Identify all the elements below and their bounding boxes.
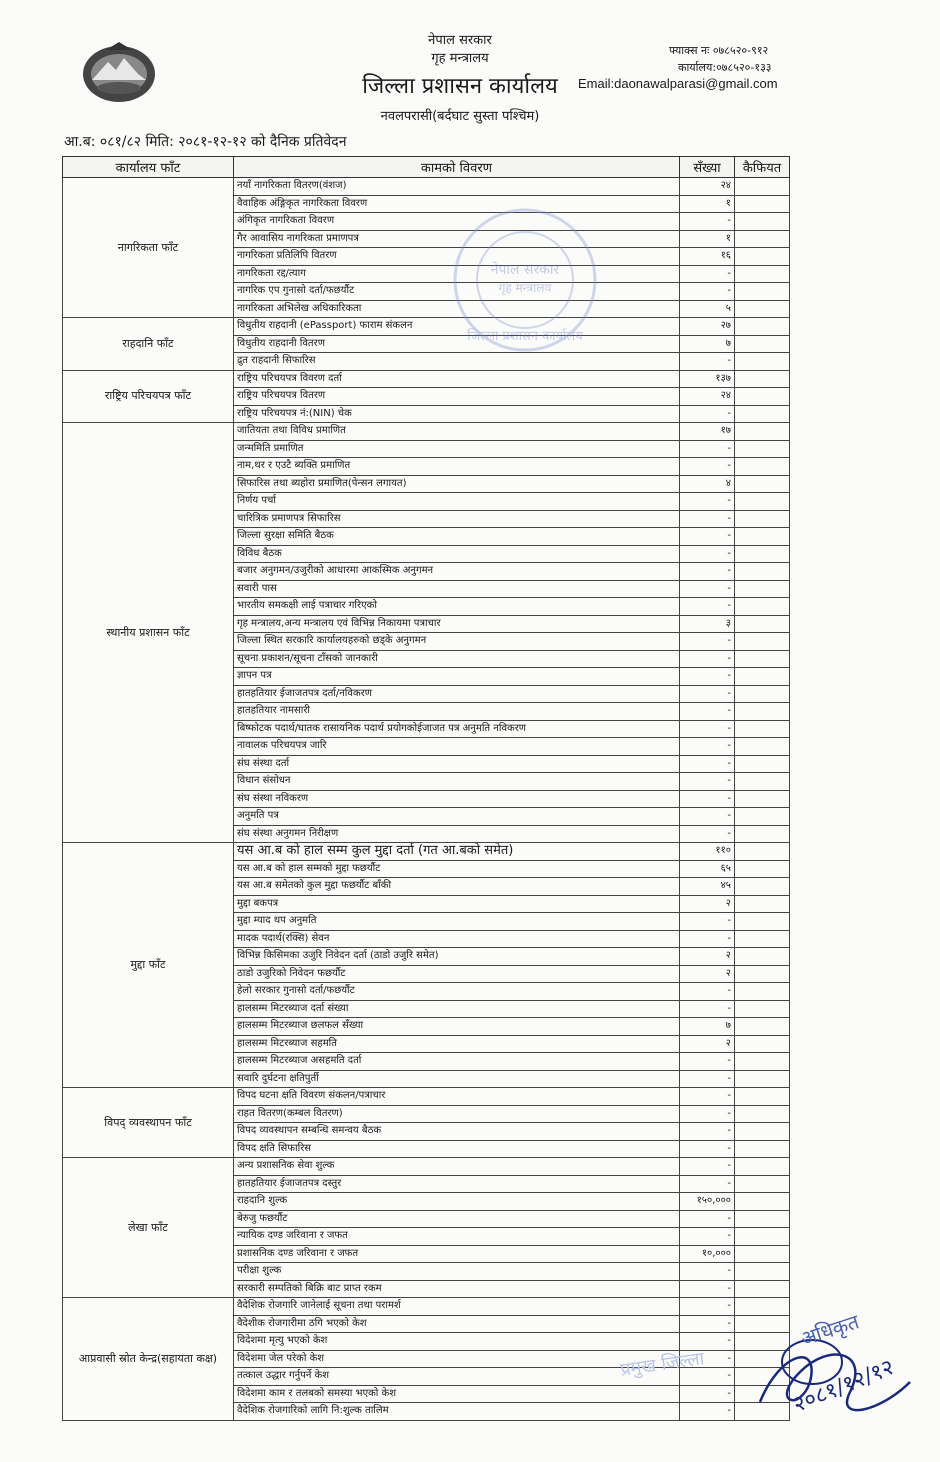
work-description: विभिन्न किसिमका उजुरि निवेदन दर्ता (ठाडो उजुरि समेत) bbox=[234, 948, 680, 966]
remarks-cell bbox=[735, 458, 790, 476]
count-value: - bbox=[680, 755, 735, 773]
remarks-cell bbox=[735, 1245, 790, 1263]
work-description: सवारी पास bbox=[234, 580, 680, 598]
stamp-line2: गृह मन्त्रालय bbox=[498, 281, 552, 295]
remarks-cell bbox=[735, 913, 790, 931]
count-value: - bbox=[680, 1088, 735, 1106]
work-description: यस आ.ब को हाल सम्मको मुद्दा फछर्यौट bbox=[234, 860, 680, 878]
count-value: - bbox=[680, 1070, 735, 1088]
work-description: विपद क्षति सिफारिस bbox=[234, 1140, 680, 1158]
remarks-cell bbox=[735, 545, 790, 563]
remarks-cell bbox=[735, 335, 790, 353]
section-name: नागरिकता फाँट bbox=[63, 178, 234, 318]
count-value: - bbox=[680, 668, 735, 686]
count-value: ७ bbox=[680, 1018, 735, 1036]
count-value: - bbox=[680, 265, 735, 283]
work-description: राहत वितरण(कम्बल वितरण) bbox=[234, 1105, 680, 1123]
count-value: - bbox=[680, 283, 735, 301]
work-description: राष्ट्रिय परिचयपत्र वितरण bbox=[234, 388, 680, 406]
work-description: विधान संसोधन bbox=[234, 773, 680, 791]
header-remarks: कैफियत bbox=[735, 157, 790, 178]
remarks-cell bbox=[735, 423, 790, 441]
signature-label: अधिकृत bbox=[797, 1309, 862, 1351]
count-value: - bbox=[680, 773, 735, 791]
count-value: - bbox=[680, 213, 735, 231]
table-row bbox=[63, 370, 790, 388]
work-description: हालसम्म मिटरब्याज छलफल सँख्या bbox=[234, 1018, 680, 1036]
remarks-cell bbox=[735, 1140, 790, 1158]
count-value: २४ bbox=[680, 178, 735, 196]
remarks-cell bbox=[735, 1228, 790, 1246]
work-description: जिल्ला सुरक्षा समिति बैठक bbox=[234, 528, 680, 546]
count-value: - bbox=[680, 1140, 735, 1158]
work-description: नयाँ नागरिकता वितरण(वंशज) bbox=[234, 178, 680, 196]
table-row bbox=[63, 1158, 790, 1176]
remarks-cell bbox=[735, 878, 790, 896]
count-value: - bbox=[680, 1403, 735, 1421]
count-value: - bbox=[680, 1350, 735, 1368]
count-value: - bbox=[680, 913, 735, 931]
section-name: लेखा फाँट bbox=[63, 1158, 234, 1298]
section-name: राहदानि फाँट bbox=[63, 318, 234, 371]
fax-number: फ्याक्स नः ०७८५२०-९१२ bbox=[669, 44, 769, 57]
count-value: - bbox=[680, 703, 735, 721]
remarks-cell bbox=[735, 650, 790, 668]
section-name: राष्ट्रिय परिचयपत्र फाँट bbox=[63, 370, 234, 423]
remarks-cell bbox=[735, 1193, 790, 1211]
count-value: - bbox=[680, 1385, 735, 1403]
count-value: - bbox=[680, 1315, 735, 1333]
count-value: ६५ bbox=[680, 860, 735, 878]
work-description: बेरुजु फछर्यौट bbox=[234, 1210, 680, 1228]
table-row bbox=[63, 423, 790, 441]
remarks-cell bbox=[735, 703, 790, 721]
count-value: २ bbox=[680, 948, 735, 966]
stamp-line3: जिल्ला प्रशासन कार्यालय bbox=[467, 329, 583, 344]
header-line2: गृह मन्त्रालय bbox=[431, 51, 489, 66]
work-description: नागरिकता अभिलेख अधिकारिकता bbox=[234, 300, 680, 318]
work-description: सरकारी सम्पतिको बिक्रि बाट प्राप्त रकम bbox=[234, 1280, 680, 1298]
section-name: विपद् व्यवस्थापन फाँट bbox=[63, 1088, 234, 1158]
section-name: मुद्दा फाँट bbox=[63, 843, 234, 1088]
remarks-cell bbox=[735, 388, 790, 406]
count-value: १ bbox=[680, 195, 735, 213]
work-description: वैवाहिक अंङ्गिकृत नागरिकता विवरण bbox=[234, 195, 680, 213]
table-row bbox=[63, 178, 790, 196]
work-description: अन्य प्रशासनिक सेवा शुल्क bbox=[234, 1158, 680, 1176]
count-value: - bbox=[680, 580, 735, 598]
work-description: न्यायिक दण्ड जरिवाना र जफत bbox=[234, 1228, 680, 1246]
work-description: हातहतियार ईजाजतपत्र दर्ता/नविकरण bbox=[234, 685, 680, 703]
header-work-description: कामको विवरण bbox=[234, 157, 680, 178]
count-value: - bbox=[680, 983, 735, 1001]
count-value: - bbox=[680, 1000, 735, 1018]
count-value: - bbox=[680, 598, 735, 616]
remarks-cell bbox=[735, 860, 790, 878]
remarks-cell bbox=[735, 720, 790, 738]
work-description: यस आ.ब को हाल सम्म कुल मुद्दा दर्ता (गत आ.बको समेत) bbox=[234, 843, 680, 861]
work-description: भारतीय समकक्षी लाई पत्राचार गरिएको bbox=[234, 598, 680, 616]
office-subtitle: नवलपरासी(बर्दघाट सुस्ता पश्चिम) bbox=[380, 109, 540, 124]
count-value: - bbox=[680, 650, 735, 668]
count-value: ४ bbox=[680, 475, 735, 493]
remarks-cell bbox=[735, 1105, 790, 1123]
remarks-cell bbox=[735, 1123, 790, 1141]
count-value: - bbox=[680, 1105, 735, 1123]
remarks-cell bbox=[735, 370, 790, 388]
work-description: जन्ममिति प्रमाणित bbox=[234, 440, 680, 458]
work-description: विविध बैठक bbox=[234, 545, 680, 563]
remarks-cell bbox=[735, 825, 790, 843]
table-row bbox=[63, 1088, 790, 1106]
count-value: - bbox=[680, 738, 735, 756]
remarks-cell bbox=[735, 353, 790, 371]
office-seal-stamp bbox=[440, 200, 610, 360]
count-value: १३७ bbox=[680, 370, 735, 388]
count-value: १६ bbox=[680, 248, 735, 266]
remarks-cell bbox=[735, 790, 790, 808]
office-title: जिल्ला प्रशासन कार्यालय bbox=[362, 74, 558, 99]
work-description: निर्णय पर्चा bbox=[234, 493, 680, 511]
table-row bbox=[63, 843, 790, 861]
remarks-cell bbox=[735, 405, 790, 423]
remarks-cell bbox=[735, 1088, 790, 1106]
count-value: - bbox=[680, 1280, 735, 1298]
remarks-cell bbox=[735, 475, 790, 493]
work-description: जातियता तथा विविध प्रमाणित bbox=[234, 423, 680, 441]
work-description: गैर आवासिय नागरिकता प्रमाणपत्र bbox=[234, 230, 680, 248]
work-description: सूचना प्रकाशन/सूचना टाँसको जानकारी bbox=[234, 650, 680, 668]
count-value: - bbox=[680, 440, 735, 458]
count-value: २ bbox=[680, 1035, 735, 1053]
remarks-cell bbox=[735, 1035, 790, 1053]
work-description: राष्ट्रिय परिचयपत्र विवरण दर्ता bbox=[234, 370, 680, 388]
remarks-cell bbox=[735, 668, 790, 686]
count-value: ५ bbox=[680, 300, 735, 318]
count-value: - bbox=[680, 545, 735, 563]
count-value: - bbox=[680, 1053, 735, 1071]
count-value: १०,००० bbox=[680, 1245, 735, 1263]
count-value: ३ bbox=[680, 615, 735, 633]
work-description: परीक्षा शुल्क bbox=[234, 1263, 680, 1281]
count-value: ४५ bbox=[680, 878, 735, 896]
work-description: विदेशमा काम र तलबको समस्या भएको केश bbox=[234, 1385, 680, 1403]
remarks-cell bbox=[735, 1263, 790, 1281]
work-description: हेलो सरकार गुनासो दर्ता/फछर्यौट bbox=[234, 983, 680, 1001]
count-value: २ bbox=[680, 965, 735, 983]
work-description: प्रशासनिक दण्ड जरिवाना र जफत bbox=[234, 1245, 680, 1263]
work-description: वैदेशिक रोजगारिको लागि नि:शुल्क तालिम bbox=[234, 1403, 680, 1421]
remarks-cell bbox=[735, 178, 790, 196]
work-description: हालसम्म मिटरब्याज दर्ता संख्या bbox=[234, 1000, 680, 1018]
work-description: राष्ट्रिय परिचयपत्र नं:(NIN) चेक bbox=[234, 405, 680, 423]
office-phone: कार्यालय:०७८५२०-१३३ bbox=[678, 61, 772, 74]
remarks-cell bbox=[735, 738, 790, 756]
work-description: हालसम्म मिटरब्याज सहमति bbox=[234, 1035, 680, 1053]
work-description: हातहतियार ईजाजतपत्र दस्तुर bbox=[234, 1175, 680, 1193]
work-description: द्रुत राहदानी सिफारिस bbox=[234, 353, 680, 371]
count-value: २७ bbox=[680, 318, 735, 336]
remarks-cell bbox=[735, 230, 790, 248]
work-description: विपद घटना क्षति विवरण संकलन/पत्राचार bbox=[234, 1088, 680, 1106]
remarks-cell bbox=[735, 1053, 790, 1071]
remarks-cell bbox=[735, 948, 790, 966]
email-address: Email:daonawalparasi@gmail.com bbox=[578, 76, 778, 91]
remarks-cell bbox=[735, 983, 790, 1001]
work-description: मादक पदार्थ(रक्सि) सेवन bbox=[234, 930, 680, 948]
header-office-section: कार्यालय फाँट bbox=[63, 157, 234, 178]
work-description: मुद्दा म्याद थप अनुमति bbox=[234, 913, 680, 931]
work-description: सिफारिस तथा ब्यहोरा प्रमाणित(पेन्सन लगायत) bbox=[234, 475, 680, 493]
work-description: हातहतियार नामसारी bbox=[234, 703, 680, 721]
count-value: ७ bbox=[680, 335, 735, 353]
work-description: नागरिकता प्रतिलिपि वितरण bbox=[234, 248, 680, 266]
work-description: बजार अनुगमन/उजुरीको आधारमा आकस्मिक अनुगमन bbox=[234, 563, 680, 581]
remarks-cell bbox=[735, 440, 790, 458]
count-value: १ bbox=[680, 230, 735, 248]
work-description: बिष्फोटक पदार्थ/घातक रासायनिक पदार्थ प्रयोगकोईजाजत पत्र अनुमति नविकरण bbox=[234, 720, 680, 738]
report-title: आ.ब: ०८१/८२ मिति: २०८१-१२-१२ को दैनिक प्रतिवेदन bbox=[64, 134, 347, 150]
work-description: हालसम्म मिटरब्याज असहमति दर्ता bbox=[234, 1053, 680, 1071]
work-description: संघ संस्था दर्ता bbox=[234, 755, 680, 773]
remarks-cell bbox=[735, 493, 790, 511]
section-name: स्थानीय प्रशासन फाँट bbox=[63, 423, 234, 843]
header-count: सँख्या bbox=[680, 157, 735, 178]
count-value: - bbox=[680, 930, 735, 948]
work-description: तत्काल उद्धार गर्नुपर्ने केश bbox=[234, 1368, 680, 1386]
count-value: - bbox=[680, 458, 735, 476]
remarks-cell bbox=[735, 248, 790, 266]
work-description: जिल्ला स्थित सरकारि कार्यालयहरुको छड्के अनुगमन bbox=[234, 633, 680, 651]
remarks-cell bbox=[735, 1210, 790, 1228]
work-description: यस आ.ब समेतको कुल मुद्दा फछर्यौट बाँकी bbox=[234, 878, 680, 896]
work-description: संघ संस्था नविकरण bbox=[234, 790, 680, 808]
remarks-cell bbox=[735, 1018, 790, 1036]
table-body bbox=[63, 178, 790, 1421]
count-value: - bbox=[680, 405, 735, 423]
count-value: - bbox=[680, 1228, 735, 1246]
count-value: - bbox=[680, 720, 735, 738]
remarks-cell bbox=[735, 265, 790, 283]
remarks-cell bbox=[735, 843, 790, 861]
remarks-cell bbox=[735, 965, 790, 983]
work-description: वैदेशिक रोजगारि जानेलाई सूचना तथा परामर्श bbox=[234, 1298, 680, 1316]
section-name: आप्रवासी स्रोत केन्द्र(सहायता कक्ष) bbox=[63, 1298, 234, 1421]
count-value: - bbox=[680, 510, 735, 528]
work-description: चारित्रिक प्रमाणपत्र सिफारिस bbox=[234, 510, 680, 528]
count-value: - bbox=[680, 1175, 735, 1193]
count-value: - bbox=[680, 685, 735, 703]
work-description: मुद्दा बकपत्र bbox=[234, 895, 680, 913]
count-value: - bbox=[680, 1333, 735, 1351]
count-value: - bbox=[680, 808, 735, 826]
remarks-cell bbox=[735, 895, 790, 913]
table-row bbox=[63, 1298, 790, 1316]
work-description: विदेशमा मृत्यु भएको केश bbox=[234, 1333, 680, 1351]
work-description: वैदेशीक रोजगारीमा ठगि भएको केश bbox=[234, 1315, 680, 1333]
count-value: - bbox=[680, 1298, 735, 1316]
work-description: गृह मन्त्रालय,अन्य मन्त्रालय एवं विभिन्न निकायमा पत्राचार bbox=[234, 615, 680, 633]
count-value: - bbox=[680, 353, 735, 371]
work-description: नागरिकता रद्द/त्याग bbox=[234, 265, 680, 283]
remarks-cell bbox=[735, 1158, 790, 1176]
count-value: - bbox=[680, 563, 735, 581]
daily-report-table bbox=[62, 156, 790, 1421]
remarks-cell bbox=[735, 615, 790, 633]
remarks-cell bbox=[735, 685, 790, 703]
remarks-cell bbox=[735, 510, 790, 528]
count-value: - bbox=[680, 790, 735, 808]
count-value: - bbox=[680, 1158, 735, 1176]
remarks-cell bbox=[735, 598, 790, 616]
header-line1: नेपाल सरकार bbox=[428, 33, 492, 48]
remarks-cell bbox=[735, 1070, 790, 1088]
table-header-row bbox=[63, 157, 790, 178]
remarks-cell bbox=[735, 808, 790, 826]
remarks-cell bbox=[735, 318, 790, 336]
signature-date: २०८१/१२/१२ bbox=[789, 1354, 898, 1418]
work-description: सवारि दुर्घटना क्षतिपुर्ती bbox=[234, 1070, 680, 1088]
work-description: विदेशमा जेल परेको केश bbox=[234, 1350, 680, 1368]
remarks-cell bbox=[735, 283, 790, 301]
remarks-cell bbox=[735, 580, 790, 598]
work-description: ज्ञापन पत्र bbox=[234, 668, 680, 686]
count-value: - bbox=[680, 1368, 735, 1386]
letterhead bbox=[0, 0, 940, 150]
remarks-cell bbox=[735, 930, 790, 948]
remarks-cell bbox=[735, 213, 790, 231]
count-value: - bbox=[680, 1210, 735, 1228]
count-value: १७ bbox=[680, 423, 735, 441]
nepal-emblem-icon bbox=[78, 40, 160, 106]
table-row bbox=[63, 318, 790, 336]
work-description: विपद व्यवस्थापन सम्बन्धि समन्वय बैठक bbox=[234, 1123, 680, 1141]
count-value: २ bbox=[680, 895, 735, 913]
count-value: ११० bbox=[680, 843, 735, 861]
work-description: अनुमति पत्र bbox=[234, 808, 680, 826]
work-description: संघ संस्था अनुगमन निरीक्षण bbox=[234, 825, 680, 843]
remarks-cell bbox=[735, 1175, 790, 1193]
count-value: - bbox=[680, 1123, 735, 1141]
count-value: - bbox=[680, 825, 735, 843]
work-description: अंगिकृत नागरिकता विवरण bbox=[234, 213, 680, 231]
remarks-cell bbox=[735, 528, 790, 546]
officer-stamp-text: प्रमुख जिल्ला bbox=[619, 1348, 706, 1381]
count-value: - bbox=[680, 1263, 735, 1281]
remarks-cell bbox=[735, 563, 790, 581]
remarks-cell bbox=[735, 300, 790, 318]
work-description: राहदानि शुल्क bbox=[234, 1193, 680, 1211]
work-description: नागरिक एप गुनासो दर्ता/फछर्यौट bbox=[234, 283, 680, 301]
work-description: विधुतीय राहदानी वितरण bbox=[234, 335, 680, 353]
remarks-cell bbox=[735, 1280, 790, 1298]
remarks-cell bbox=[735, 633, 790, 651]
remarks-cell bbox=[735, 195, 790, 213]
count-value: - bbox=[680, 493, 735, 511]
work-description: नावालक परिचयपत्र जारि bbox=[234, 738, 680, 756]
remarks-cell bbox=[735, 773, 790, 791]
work-description: ठाडो उजुरिको निवेदन फछर्यौट bbox=[234, 965, 680, 983]
remarks-cell bbox=[735, 755, 790, 773]
work-description: विधुतीय राहदानी (ePassport) फाराम संकलन bbox=[234, 318, 680, 336]
count-value: २४ bbox=[680, 388, 735, 406]
count-value: १५०,००० bbox=[680, 1193, 735, 1211]
count-value: - bbox=[680, 633, 735, 651]
count-value: - bbox=[680, 528, 735, 546]
remarks-cell bbox=[735, 1000, 790, 1018]
work-description: नाम,थर र एउटै ब्यक्ति प्रमाणित bbox=[234, 458, 680, 476]
stamp-line1: नेपाल सरकार bbox=[490, 262, 560, 278]
